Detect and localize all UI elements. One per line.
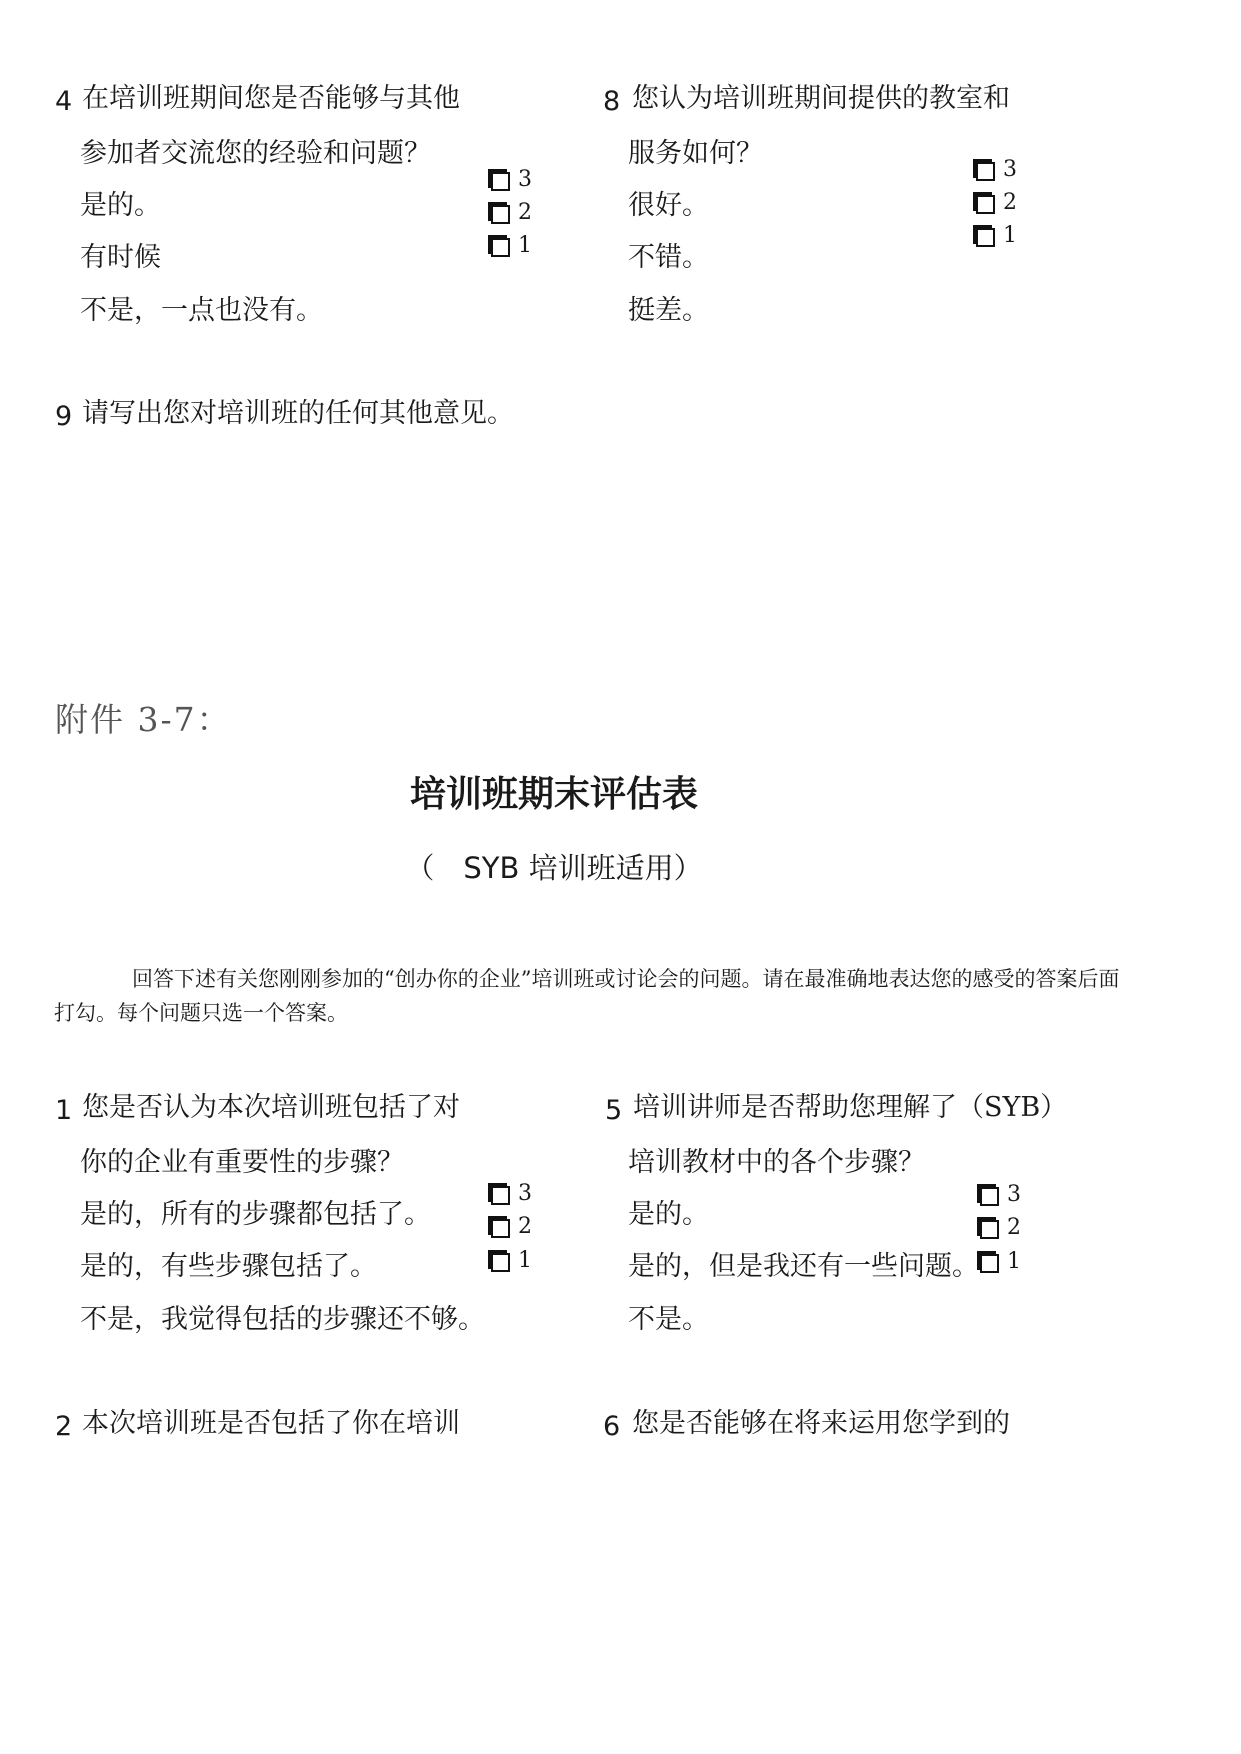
- score-label: 2: [518, 200, 532, 225]
- score-label: 1: [518, 1248, 532, 1273]
- question-text: 参加者交流您的经验和问题？: [80, 138, 431, 169]
- answer-option[interactable]: [977, 1216, 1021, 1240]
- answer-option[interactable]: [488, 201, 532, 225]
- answer-label: 是的。: [628, 1199, 709, 1230]
- answer-label: 是的，有些步骤包括了。: [80, 1251, 377, 1282]
- answer-label: 不是，一点也没有。: [80, 295, 323, 326]
- checkbox[interactable]: [491, 1186, 510, 1205]
- question-number: 9: [55, 401, 73, 432]
- question-number: 6: [603, 1411, 621, 1442]
- question-text: 培训教材中的各个步骤？: [628, 1147, 925, 1178]
- question-text: 服务如何？: [628, 138, 763, 169]
- question-text: 您认为培训班期间提供的教室和: [632, 83, 1010, 114]
- question-text: 请写出您对培训班的任何其他意见。: [82, 398, 514, 429]
- answer-label: 不是。: [628, 1304, 709, 1335]
- answer-label: 是的。: [80, 190, 161, 221]
- answer-option[interactable]: [488, 1249, 532, 1273]
- checkbox[interactable]: [491, 1219, 510, 1238]
- checkbox[interactable]: [976, 195, 995, 214]
- score-label: 1: [1003, 223, 1017, 248]
- question-number: 5: [605, 1095, 623, 1126]
- answer-option[interactable]: [488, 1182, 532, 1206]
- answer-option[interactable]: [488, 234, 532, 258]
- answer-label: 是的，但是我还有一些问题。: [628, 1251, 979, 1282]
- score-label: 1: [1007, 1249, 1021, 1274]
- score-label: 1: [518, 233, 532, 258]
- answer-option[interactable]: [973, 224, 1017, 248]
- instructions: 回答下述有关您刚刚参加的“创办你的企业”培训班或讨论会的问题。请在最准确地表达您的感受的答案后面: [132, 967, 1120, 991]
- answer-label: 不错。: [628, 242, 709, 273]
- checkbox[interactable]: [980, 1220, 999, 1239]
- answer-option[interactable]: [488, 168, 532, 192]
- question-text: 本次培训班是否包括了你在培训: [82, 1408, 460, 1439]
- checkbox[interactable]: [976, 162, 995, 181]
- checkbox[interactable]: [491, 238, 510, 257]
- answer-label: 挺差。: [628, 295, 709, 326]
- checkbox[interactable]: [491, 1253, 510, 1272]
- question-number: 4: [55, 86, 73, 117]
- question-text: 在培训班期间您是否能够与其他: [82, 83, 460, 114]
- answer-option[interactable]: [488, 1215, 532, 1239]
- annex-label: 附件 3-7：: [55, 700, 232, 739]
- question-number: 1: [55, 1095, 73, 1126]
- answer-option[interactable]: [977, 1183, 1021, 1207]
- answer-option[interactable]: [973, 158, 1017, 182]
- question-number: 2: [55, 1411, 73, 1442]
- answer-label: 很好。: [628, 190, 709, 221]
- answer-label: 是的，所有的步骤都包括了。: [80, 1199, 431, 1230]
- score-label: 3: [1007, 1182, 1021, 1207]
- question-text: 培训讲师是否帮助您理解了（SYB）: [633, 1092, 1068, 1123]
- answer-label: 不是，我觉得包括的步骤还不够。: [80, 1304, 485, 1335]
- checkbox[interactable]: [980, 1254, 999, 1273]
- question-text: 您是否认为本次培训班包括了对: [82, 1092, 460, 1123]
- answer-option[interactable]: [977, 1250, 1021, 1274]
- score-label: 3: [518, 1181, 532, 1206]
- score-label: 3: [1003, 157, 1017, 182]
- checkbox[interactable]: [491, 172, 510, 191]
- checkbox[interactable]: [976, 228, 995, 247]
- form-subtitle: （ SYB 培训班适用）: [405, 851, 703, 885]
- question-text: 你的企业有重要性的步骤？: [80, 1147, 404, 1178]
- question-text: 您是否能够在将来运用您学到的: [632, 1408, 1010, 1439]
- score-label: 2: [1003, 190, 1017, 215]
- question-number: 8: [603, 86, 621, 117]
- checkbox[interactable]: [980, 1187, 999, 1206]
- answer-label: 有时候: [80, 242, 161, 273]
- score-label: 2: [1007, 1215, 1021, 1240]
- score-label: 3: [518, 167, 532, 192]
- form-title: 培训班期末评估表: [409, 773, 698, 815]
- score-label: 2: [518, 1214, 532, 1239]
- instructions: 打勾。每个问题只选一个答案。: [54, 1001, 348, 1025]
- answer-option[interactable]: [973, 191, 1017, 215]
- checkbox[interactable]: [491, 205, 510, 224]
